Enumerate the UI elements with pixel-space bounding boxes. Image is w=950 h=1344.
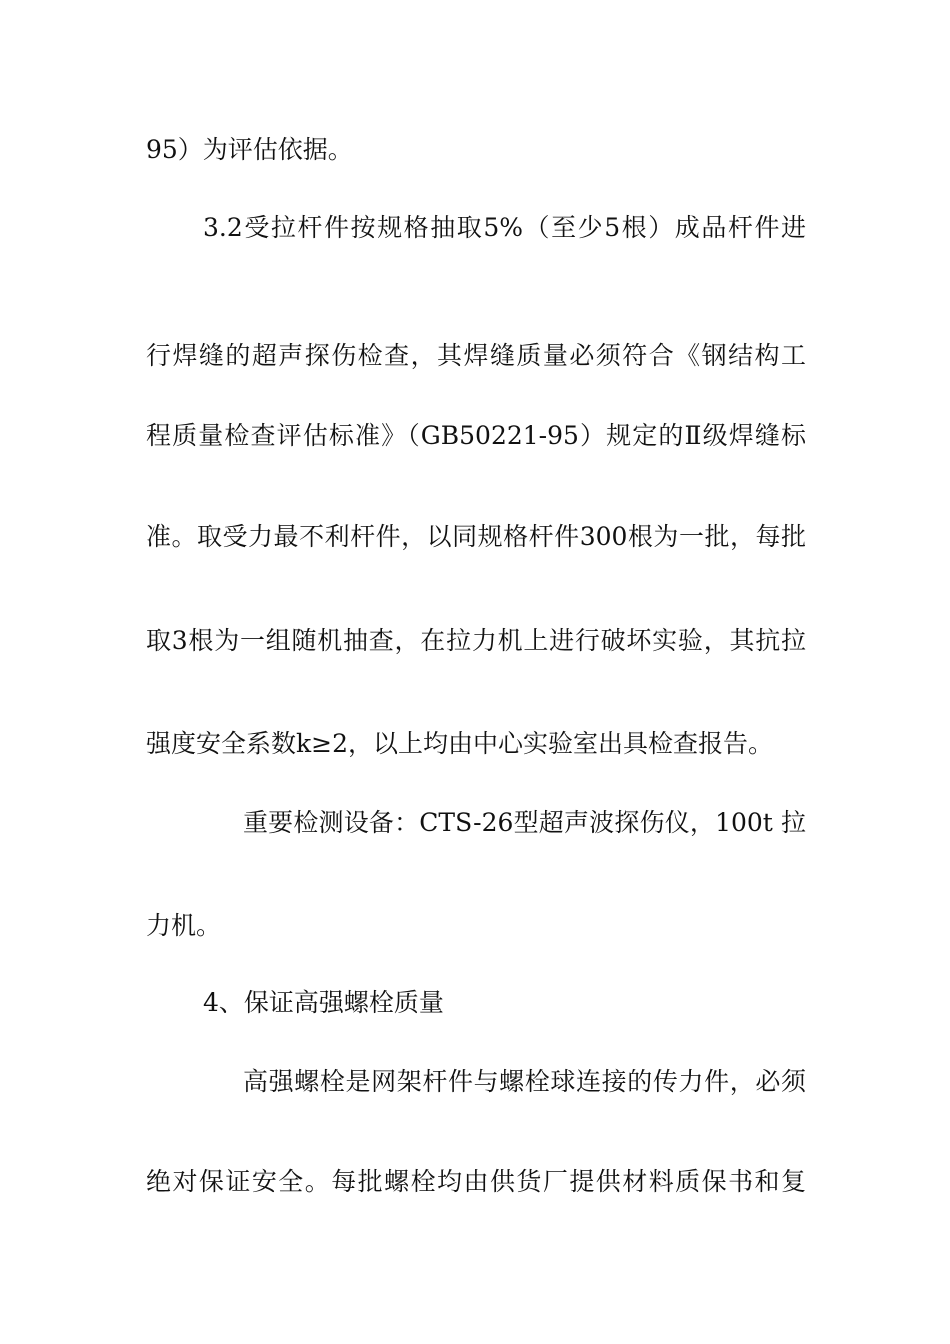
paragraph-line-11: 高强螺栓是网架杆件与螺栓球连接的传力件，必须 (243, 1067, 806, 1096)
paragraph-line-5: 准。取受力最不利杆件，以同规格杆件300根为一批，每批 (146, 522, 806, 551)
paragraph-line-4: 程质量检查评估标准》（GB50221-95）规定的Ⅱ级焊缝标 (146, 421, 806, 450)
paragraph-line-1: 95）为评估依据。 (146, 135, 353, 164)
paragraph-line-8: 重要检测设备：CTS-26型超声波探伤仪，100t 拉 (243, 808, 806, 837)
paragraph-line-3: 行焊缝的超声探伤检查，其焊缝质量必须符合《钢结构工 (146, 341, 806, 370)
paragraph-line-6: 取3根为一组随机抽查，在拉力机上进行破坏实验，其抗拉 (146, 626, 806, 655)
paragraph-line-12: 绝对保证安全。每批螺栓均由供货厂提供材料质保书和复 (146, 1167, 806, 1196)
paragraph-line-7: 强度安全系数k≥2，以上均由中心实验室出具检查报告。 (146, 729, 774, 758)
paragraph-line-2: 3.2受拉杆件按规格抽取5%（至少5根）成品杆件进 (203, 213, 806, 242)
paragraph-line-9: 力机。 (146, 911, 222, 940)
section-heading-4: 4、保证高强螺栓质量 (203, 988, 444, 1017)
